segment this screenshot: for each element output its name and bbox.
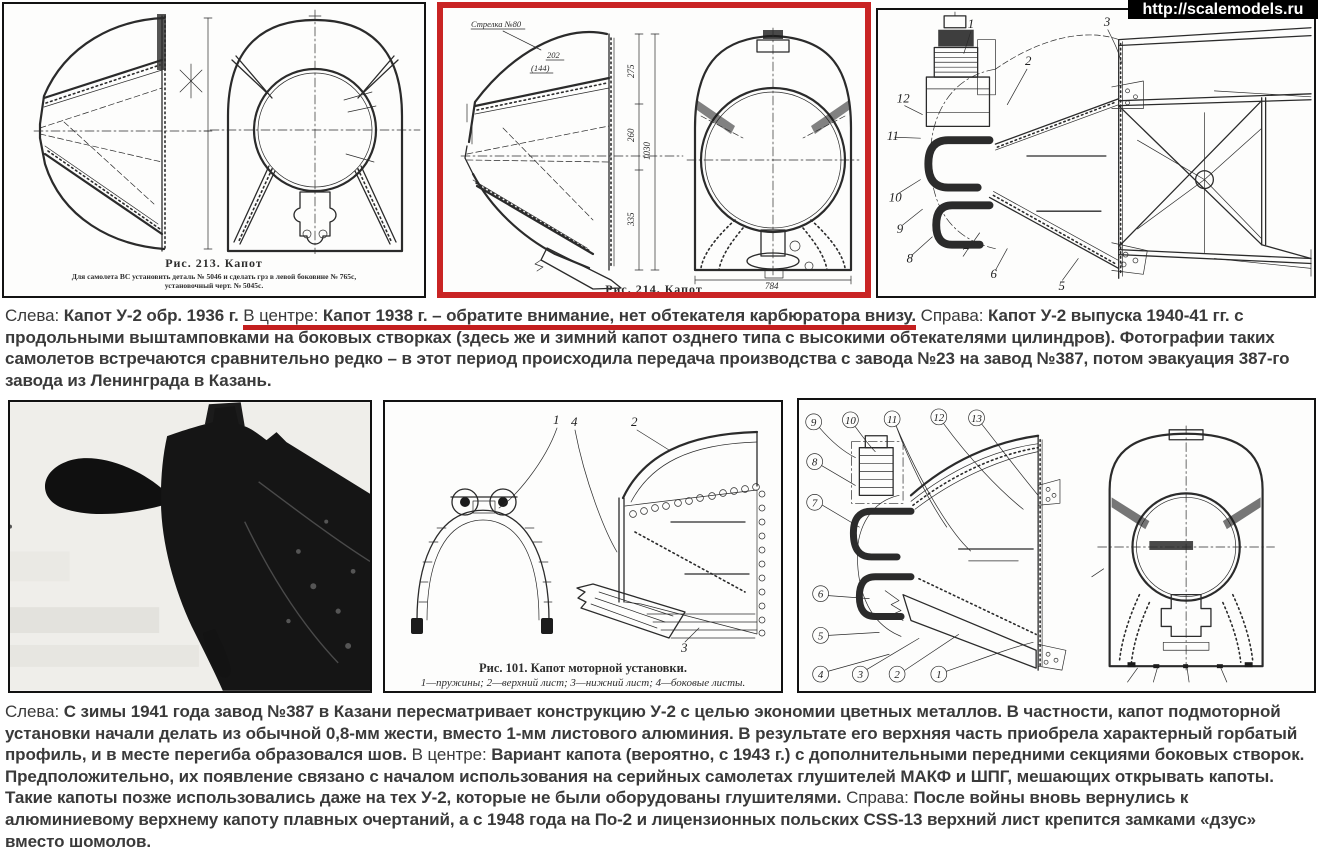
front-view xyxy=(687,28,859,291)
cowl-side-view xyxy=(885,436,1066,670)
svg-text:2: 2 xyxy=(894,669,900,682)
dim-260: 260 xyxy=(626,128,636,142)
callout-2: 2 xyxy=(1024,54,1032,69)
fig-213-note-2: установочный черт. № 5045с. xyxy=(164,281,264,290)
bottom-center-label: В центре: xyxy=(411,745,492,765)
svg-text:5: 5 xyxy=(817,630,824,643)
figure-kapot-late xyxy=(797,398,1316,693)
top-left-label: Слева: xyxy=(5,306,64,325)
fuselage-truss xyxy=(1112,28,1311,278)
top-left-text: Капот У-2 обр. 1936 г. xyxy=(63,306,244,325)
red-underline-annotation xyxy=(243,306,916,330)
callout-5 xyxy=(813,627,880,643)
photo-kapot-silhouette xyxy=(10,402,370,691)
bottom-left-label: Слева: xyxy=(5,702,64,721)
callout-3: 3 xyxy=(1103,14,1111,29)
callouts xyxy=(499,412,699,655)
callout-6: 6 xyxy=(990,267,997,282)
callout-3 xyxy=(852,638,919,682)
callout-8: 8 xyxy=(906,251,914,266)
front-view xyxy=(210,10,420,254)
cowl-outline xyxy=(989,35,1118,268)
dim-1030: 1030 xyxy=(642,142,652,160)
label-strelka: Стрелка №80 xyxy=(471,19,522,29)
callout-10: 10 xyxy=(888,190,902,205)
dim-784: 784 xyxy=(765,281,779,291)
callout-5: 5 xyxy=(1058,279,1065,294)
top-right-label: Справа: xyxy=(916,306,988,325)
top-center-label: В центре: xyxy=(243,306,323,325)
label-202: 202 xyxy=(547,50,560,60)
callout-12: 12 xyxy=(896,91,910,106)
drawing-kapot-1936 xyxy=(4,4,424,254)
dim-335: 335 xyxy=(626,212,636,226)
svg-text:12: 12 xyxy=(933,411,945,424)
callout-4: 4 xyxy=(571,414,578,429)
drawing-kapot-late xyxy=(799,400,1314,691)
svg-text:11: 11 xyxy=(887,413,898,426)
svg-text:3: 3 xyxy=(857,669,864,682)
cowl-front-view xyxy=(1092,426,1275,682)
figure-photo-kapot xyxy=(8,400,372,693)
callout-1: 1 xyxy=(553,412,560,427)
springs xyxy=(411,489,553,634)
svg-text:10: 10 xyxy=(844,414,856,427)
rivet-bumps xyxy=(630,484,760,518)
callout-7: 7 xyxy=(961,245,969,260)
svg-text:6: 6 xyxy=(817,588,824,601)
svg-text:13: 13 xyxy=(971,412,983,425)
top-center-text: Капот 1938 г. – обратите внимание, нет обтекателя карбюратора внизу. xyxy=(322,306,917,325)
bottom-caption xyxy=(5,701,1315,849)
dim-275: 275 xyxy=(626,64,636,78)
figure-kapot-1940-cutaway xyxy=(876,8,1316,298)
fig-214-caption-clipped: Рис. 214. Капот xyxy=(605,282,703,296)
svg-text:9: 9 xyxy=(810,416,817,429)
svg-text:8: 8 xyxy=(811,456,818,469)
svg-text:4: 4 xyxy=(817,669,824,682)
circled-callouts xyxy=(806,409,1038,682)
figure-kapot-101 xyxy=(383,400,783,693)
figure-kapot-1936 xyxy=(2,2,426,298)
watermark-url[interactable]: http://scalemodels.ru xyxy=(1142,1,1304,18)
top-caption xyxy=(5,305,1315,391)
callout-1 xyxy=(931,642,1033,682)
drawing-kapot-1938 xyxy=(443,8,865,292)
fig-101-legend: 1—пружины; 2—верхний лист; 3—нижний лист; 4—боковые листы. xyxy=(420,677,746,689)
callout-8 xyxy=(807,454,856,486)
engine xyxy=(851,436,911,637)
svg-text:1: 1 xyxy=(936,669,942,682)
svg-text:7: 7 xyxy=(811,497,818,510)
cowl-panels xyxy=(577,432,765,638)
drawing-cutaway-1940 xyxy=(878,10,1314,296)
callout-9: 9 xyxy=(896,221,904,236)
callout-4 xyxy=(813,654,889,682)
engine xyxy=(926,12,995,249)
figure-kapot-1938-highlighted xyxy=(437,2,871,298)
edge-rivets xyxy=(759,491,765,636)
fig-101-caption: Рис. 101. Капот моторной установки. xyxy=(479,661,687,675)
watermark-banner[interactable] xyxy=(1128,0,1318,19)
callout-3: 3 xyxy=(681,640,688,655)
callout-2: 2 xyxy=(631,414,638,429)
callout-11: 11 xyxy=(886,129,899,144)
drawing-kapot-101 xyxy=(385,402,781,660)
side-view xyxy=(34,14,212,254)
callout-2 xyxy=(889,634,959,682)
label-144: (144) xyxy=(531,63,550,73)
bottom-left-text: С зимы 1941 года завод №387 в Казани пересматривает конструкцию У-2 с целью экономии цветных металлов. В частности, капот подмоторной установки начали делать из обычной 0,8-мм жести, вместо 1-мм листового алюминия. В результате его верхняя часть приобрела характерный горбатый профиль, и в месте перегиба образовался шов. xyxy=(5,702,1298,765)
top-right-text: Капот У-2 выпуска 1940-41 гг. с продольными выштамповками на боковых створках (здесь же и зимний капот озднего типа с высокими обтекателями цилиндров). Фотографии таких самолетов встречаются сравнительно редко – в этот период происходила передача производства с завода №23 на завод №387, потом эвакуация 387-го завода из Ленинграда в Казань. xyxy=(5,306,1290,390)
callout-1: 1 xyxy=(967,16,975,31)
bottom-right-label: Справа: xyxy=(846,788,914,808)
side-view xyxy=(461,19,683,289)
bottom-right-text: После войны вновь вернулись к алюминиевому верхнему капоту плавных очертаний, а с 1948 года на По-2 и лицензионных польских CSS-13 верхний лист крепится замками «дзус» вместо шомолов. xyxy=(5,788,1256,849)
fig-213-caption: Рис. 213. Капот xyxy=(165,256,263,270)
callout-10 xyxy=(842,412,875,452)
fig-213-note-1: Для самолета ВС установить деталь № 5046 и сделать грз в левой боковине № 765с, xyxy=(71,272,357,281)
bottom-center-text: Вариант капота (вероятно, с 1943 г.) с дополнительными передними секциями боковых створок. Предположительно, их появление связано с началом использования на серийных самолетах глушителей МАКФ и ШПГ, мешающих открывать капоты. Такие капоты позже использовались даже на тех У-2, которые не были оборудованы глушителями. xyxy=(5,745,1305,808)
